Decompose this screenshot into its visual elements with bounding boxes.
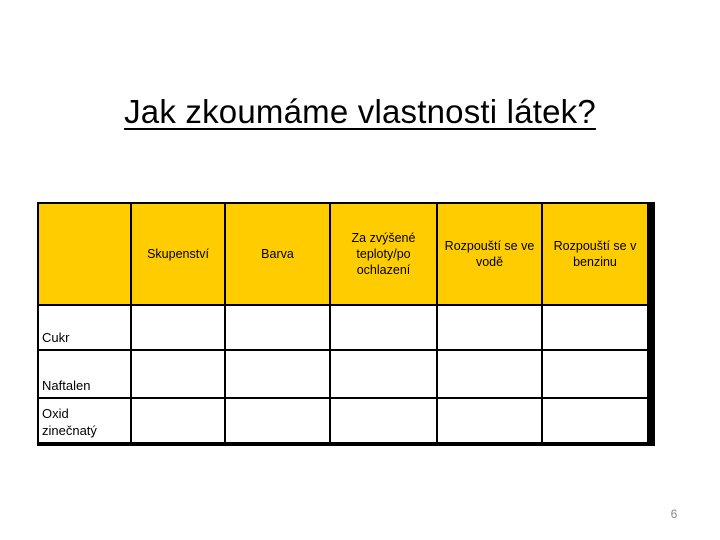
slide-title: Jak zkoumáme vlastnosti látek? [124, 93, 596, 130]
table-cell [543, 399, 647, 442]
row-label-naftalen: Naftalen [39, 351, 130, 397]
header-cell-heating-cooling: Za zvýšené teploty/po ochlazení [331, 204, 436, 304]
table-corner-cell [39, 204, 130, 304]
table-cell [132, 306, 224, 349]
header-cell-benzine-solubility: Rozpouští se v benzinu [543, 204, 647, 304]
header-cell-water-solubility: Rozpouští se ve vodě [438, 204, 541, 304]
table-cell [543, 351, 647, 397]
table-cell [438, 351, 541, 397]
table-cell [438, 306, 541, 349]
header-cell-color: Barva [226, 204, 329, 304]
properties-table [37, 202, 655, 446]
row-label-oxid-zinecnaty: Oxid zinečnatý [39, 399, 130, 442]
table-cell [226, 306, 329, 349]
table-cell [132, 399, 224, 442]
table-cell [226, 351, 329, 397]
row-label-cukr: Cukr [39, 306, 130, 349]
table-cell [331, 306, 436, 349]
header-cell-state: Skupenství [132, 204, 224, 304]
table-cell [331, 399, 436, 442]
table-cell [132, 351, 224, 397]
table-cell [543, 306, 647, 349]
table-cell [331, 351, 436, 397]
table-cell [438, 399, 541, 442]
table-cell [226, 399, 329, 442]
page-number: 6 [670, 507, 678, 521]
